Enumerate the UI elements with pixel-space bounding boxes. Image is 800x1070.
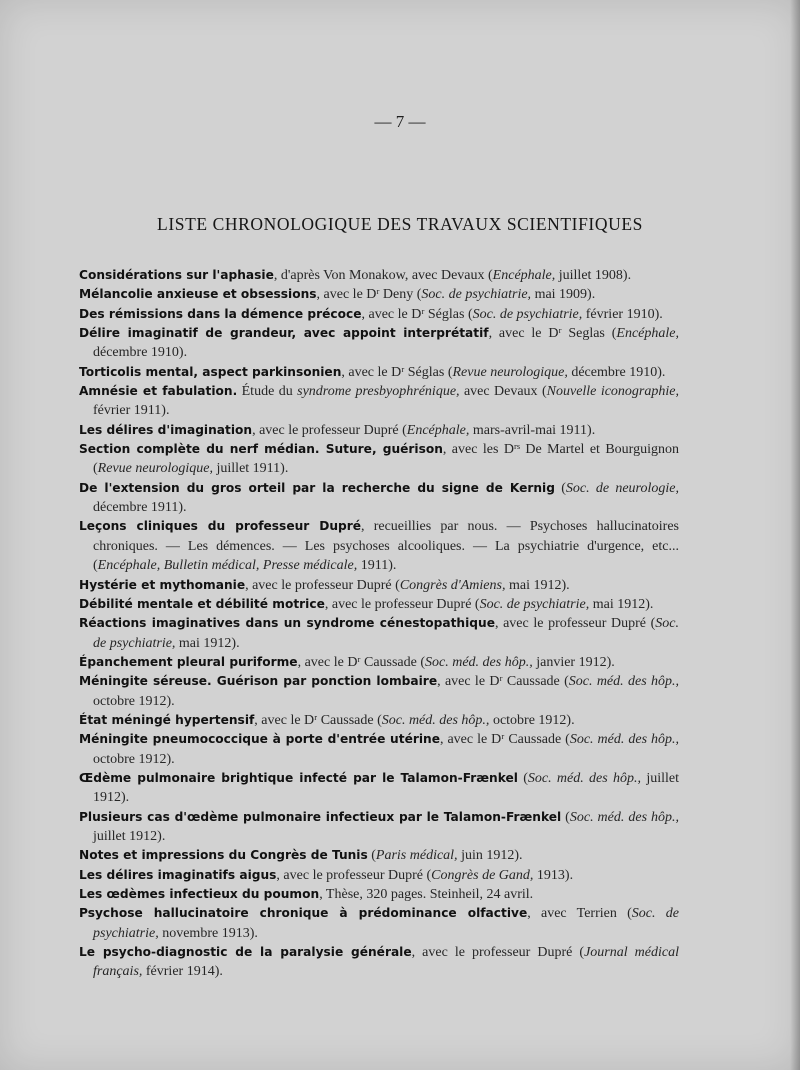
entry-title: Mélancolie anxieuse et obsessions — [79, 287, 317, 302]
entry-title: Des rémissions dans la démence précoce — [79, 306, 362, 321]
entry-source: Soc. méd. des hôp., — [569, 809, 679, 825]
entry-title: Torticolis mental, aspect parkinsonien — [79, 364, 342, 379]
entry-text: , avec le Dʳ Séglas ( — [361, 306, 473, 322]
entry-source: Nouvelle iconographie, — [546, 384, 679, 400]
entry-text: avec Devaux ( — [459, 384, 547, 400]
entry-title: Les œdèmes infectieux du poumon — [79, 887, 320, 901]
entry-text: octobre 1912). — [93, 693, 175, 709]
entry-source: Soc. méd. des hôp., — [568, 674, 680, 690]
publication-list — [79, 266, 679, 982]
entry-text: juillet 1908). — [555, 268, 632, 283]
entry-source: syndrome presbyophrénique, — [297, 384, 460, 400]
entry-text: , avec le professeur Dupré ( — [252, 422, 407, 438]
entry-text: juillet 1911). — [213, 461, 289, 477]
entry-text: , avec le professeur Dupré ( — [494, 616, 656, 632]
entry-text: mai 1912). — [175, 635, 240, 651]
entry-text: juin 1912). — [457, 848, 523, 864]
entry-source: Soc. de psychiatrie, — [93, 616, 679, 651]
entry-text: décembre 1911). — [93, 500, 187, 516]
entry-source: Encéphale, Bulletin médical, Presse médicale, — [97, 558, 358, 574]
entry-text: décembre 1910). — [93, 345, 188, 361]
page-title: LISTE CHRONOLOGIQUE DES TRAVAUX SCIENTIFIQUES — [157, 214, 643, 234]
entry-title: Épanchement pleural puriforme — [79, 654, 298, 669]
entry-source: Congrès d'Amiens, — [399, 577, 506, 593]
entry-text: février 1914). — [142, 964, 223, 980]
entry-title: Délire imaginatif de grandeur, avec appoint interprétatif — [79, 326, 489, 341]
entry-text: , avec le professeur Dupré ( — [411, 945, 585, 961]
publication-entry — [79, 440, 679, 479]
entry-source: Encéphale, — [492, 268, 556, 283]
publication-entry — [79, 885, 679, 904]
entry-title: Amnésie et fabulation. — [79, 384, 238, 399]
entry-source: Encéphale, — [616, 326, 679, 342]
entry-title: Débilité mentale et débilité motrice — [79, 596, 325, 611]
entry-text: mars-avril-mai 1911). — [469, 422, 596, 438]
publication-entry — [79, 305, 679, 324]
publication-entry — [79, 711, 679, 730]
entry-title: Psychose hallucinatoire chronique à prédominance olfactive — [79, 906, 528, 921]
entry-text: , avec Terrien ( — [527, 906, 632, 922]
entry-title: État méningé hypertensif — [79, 712, 255, 727]
entry-title: Plusieurs cas d'œdème pulmonaire infectieux par le Talamon-Frænkel — [79, 809, 562, 824]
entry-source: Encéphale, — [406, 422, 470, 438]
publication-entry — [79, 846, 679, 865]
publication-entry — [79, 363, 679, 382]
entry-source: Soc. de psychiatrie, — [472, 306, 583, 322]
entry-text: , avec le Dʳ Seglas ( — [488, 326, 617, 342]
entry-title: Le psycho-diagnostic de la paralysie générale — [79, 945, 412, 960]
entry-source: Soc. de psychiatrie, — [93, 906, 679, 941]
entry-source: Paris médical, — [375, 848, 458, 864]
entry-source: Soc. méd. des hôp., — [381, 712, 490, 728]
entry-source: Journal médical français, — [93, 945, 679, 980]
entry-text: ( — [517, 770, 528, 786]
entry-title: Notes et impressions du Congrès de Tunis — [79, 848, 368, 863]
publication-entry — [79, 324, 679, 363]
entry-text: , avec le Dʳ Caussade ( — [439, 732, 570, 748]
publication-entry — [79, 769, 679, 808]
page-edge-shadow — [790, 0, 800, 1070]
entry-source: Revue neurologique, — [97, 461, 214, 477]
entry-title: Section complète du nerf médian. Suture, guérison — [79, 442, 443, 457]
entry-text: juillet 1912). — [93, 828, 166, 844]
publication-entry — [79, 382, 679, 421]
entry-source: Soc. méd. des hôp., — [425, 654, 533, 670]
entry-title: Méningite séreuse. Guérison par ponction lombaire — [79, 674, 438, 689]
publication-entry — [79, 730, 679, 769]
entry-text: , d'après Von Monakow, avec Devaux ( — [273, 268, 493, 283]
entry-text: , recueillies par nous. — Psychoses hallucinatoires chroniques. — Les démences. — Les psychoses alcooliques. — La psychiatrie d'urgence, etc... ( — [93, 519, 679, 574]
entry-text: octobre 1912). — [489, 712, 575, 728]
entry-text: , avec le Dʳ Caussade ( — [254, 712, 382, 728]
publication-entry — [79, 866, 679, 885]
entry-title: Réactions imaginatives dans un syndrome cénestopathique — [79, 616, 495, 631]
publication-entry — [79, 576, 679, 595]
entry-source: Soc. de neurologie, — [565, 480, 679, 496]
entry-title: Les délires d'imagination — [79, 422, 253, 437]
publication-entry — [79, 479, 679, 518]
entry-text: 1913). — [533, 867, 574, 883]
entry-text: , avec le professeur Dupré ( — [276, 867, 432, 883]
entry-title: De l'extension du gros orteil par la recherche du signe de Kernig — [79, 480, 555, 495]
entry-title: Les délires imaginatifs aigus — [79, 867, 277, 882]
entry-text: décembre 1910). — [567, 364, 666, 380]
entry-source: Soc. de psychiatrie, — [421, 287, 532, 303]
entry-title: Leçons cliniques du professeur Dupré — [79, 519, 361, 534]
entry-text: , avec le professeur Dupré ( — [245, 577, 400, 593]
entry-text: , Thèse, 320 pages. Steinheil, 24 avril. — [319, 887, 534, 902]
entry-text: janvier 1912). — [532, 654, 615, 670]
entry-text: ( — [561, 809, 570, 825]
publication-entry — [79, 614, 679, 653]
publication-entry — [79, 266, 679, 285]
entry-text: 1911). — [357, 558, 397, 574]
publication-entry — [79, 285, 679, 304]
entry-text: , avec les Dʳˢ De Martel et Bourguignon ( — [93, 442, 679, 477]
entry-source: Revue neurologique, — [452, 364, 568, 380]
entry-title: Méningite pneumococcique à porte d'entrée utérine — [79, 732, 440, 747]
entry-text: février 1910). — [582, 306, 663, 322]
entry-text: juillet 1912). — [93, 770, 679, 806]
entry-text: , avec le Dʳ Séglas ( — [341, 364, 453, 380]
entry-title: Considérations sur l'aphasie — [79, 268, 274, 282]
entry-text: , avec le Dʳ Caussade ( — [437, 674, 569, 690]
entry-source: Congrès de Gand, — [431, 867, 534, 883]
entry-title: Hystérie et mythomanie — [79, 577, 246, 592]
publication-entry — [79, 672, 679, 711]
entry-text: octobre 1912). — [93, 751, 175, 767]
entry-text: mai 1909). — [531, 287, 596, 303]
entry-text: mai 1912). — [589, 596, 654, 612]
entry-text: février 1911). — [93, 403, 170, 419]
publication-entry — [79, 904, 679, 943]
entry-source: Soc. de psychiatrie, — [479, 596, 590, 612]
entry-source: Soc. méd. des hôp., — [569, 732, 680, 748]
publication-entry — [79, 595, 679, 614]
entry-text: ( — [367, 848, 376, 864]
publication-entry — [79, 517, 679, 575]
publication-entry — [79, 421, 679, 440]
publication-entry — [79, 943, 679, 982]
entry-text: , avec le Dʳ Caussade ( — [297, 654, 426, 670]
entry-text: mai 1912). — [505, 577, 570, 593]
entry-text: Étude du — [237, 384, 298, 400]
entry-text: , avec le professeur Dupré ( — [324, 596, 480, 612]
entry-text: , avec le Dʳ Deny ( — [316, 287, 422, 303]
publication-entry — [79, 653, 679, 672]
entry-title: Œdème pulmonaire brightique infecté par le Talamon-Frænkel — [79, 770, 518, 785]
entry-source: Soc. méd. des hôp., — [527, 770, 642, 786]
entry-text: novembre 1913). — [158, 925, 258, 941]
entry-text: ( — [554, 480, 566, 496]
publication-entry — [79, 808, 679, 847]
page-number: — 7 — — [374, 112, 426, 131]
